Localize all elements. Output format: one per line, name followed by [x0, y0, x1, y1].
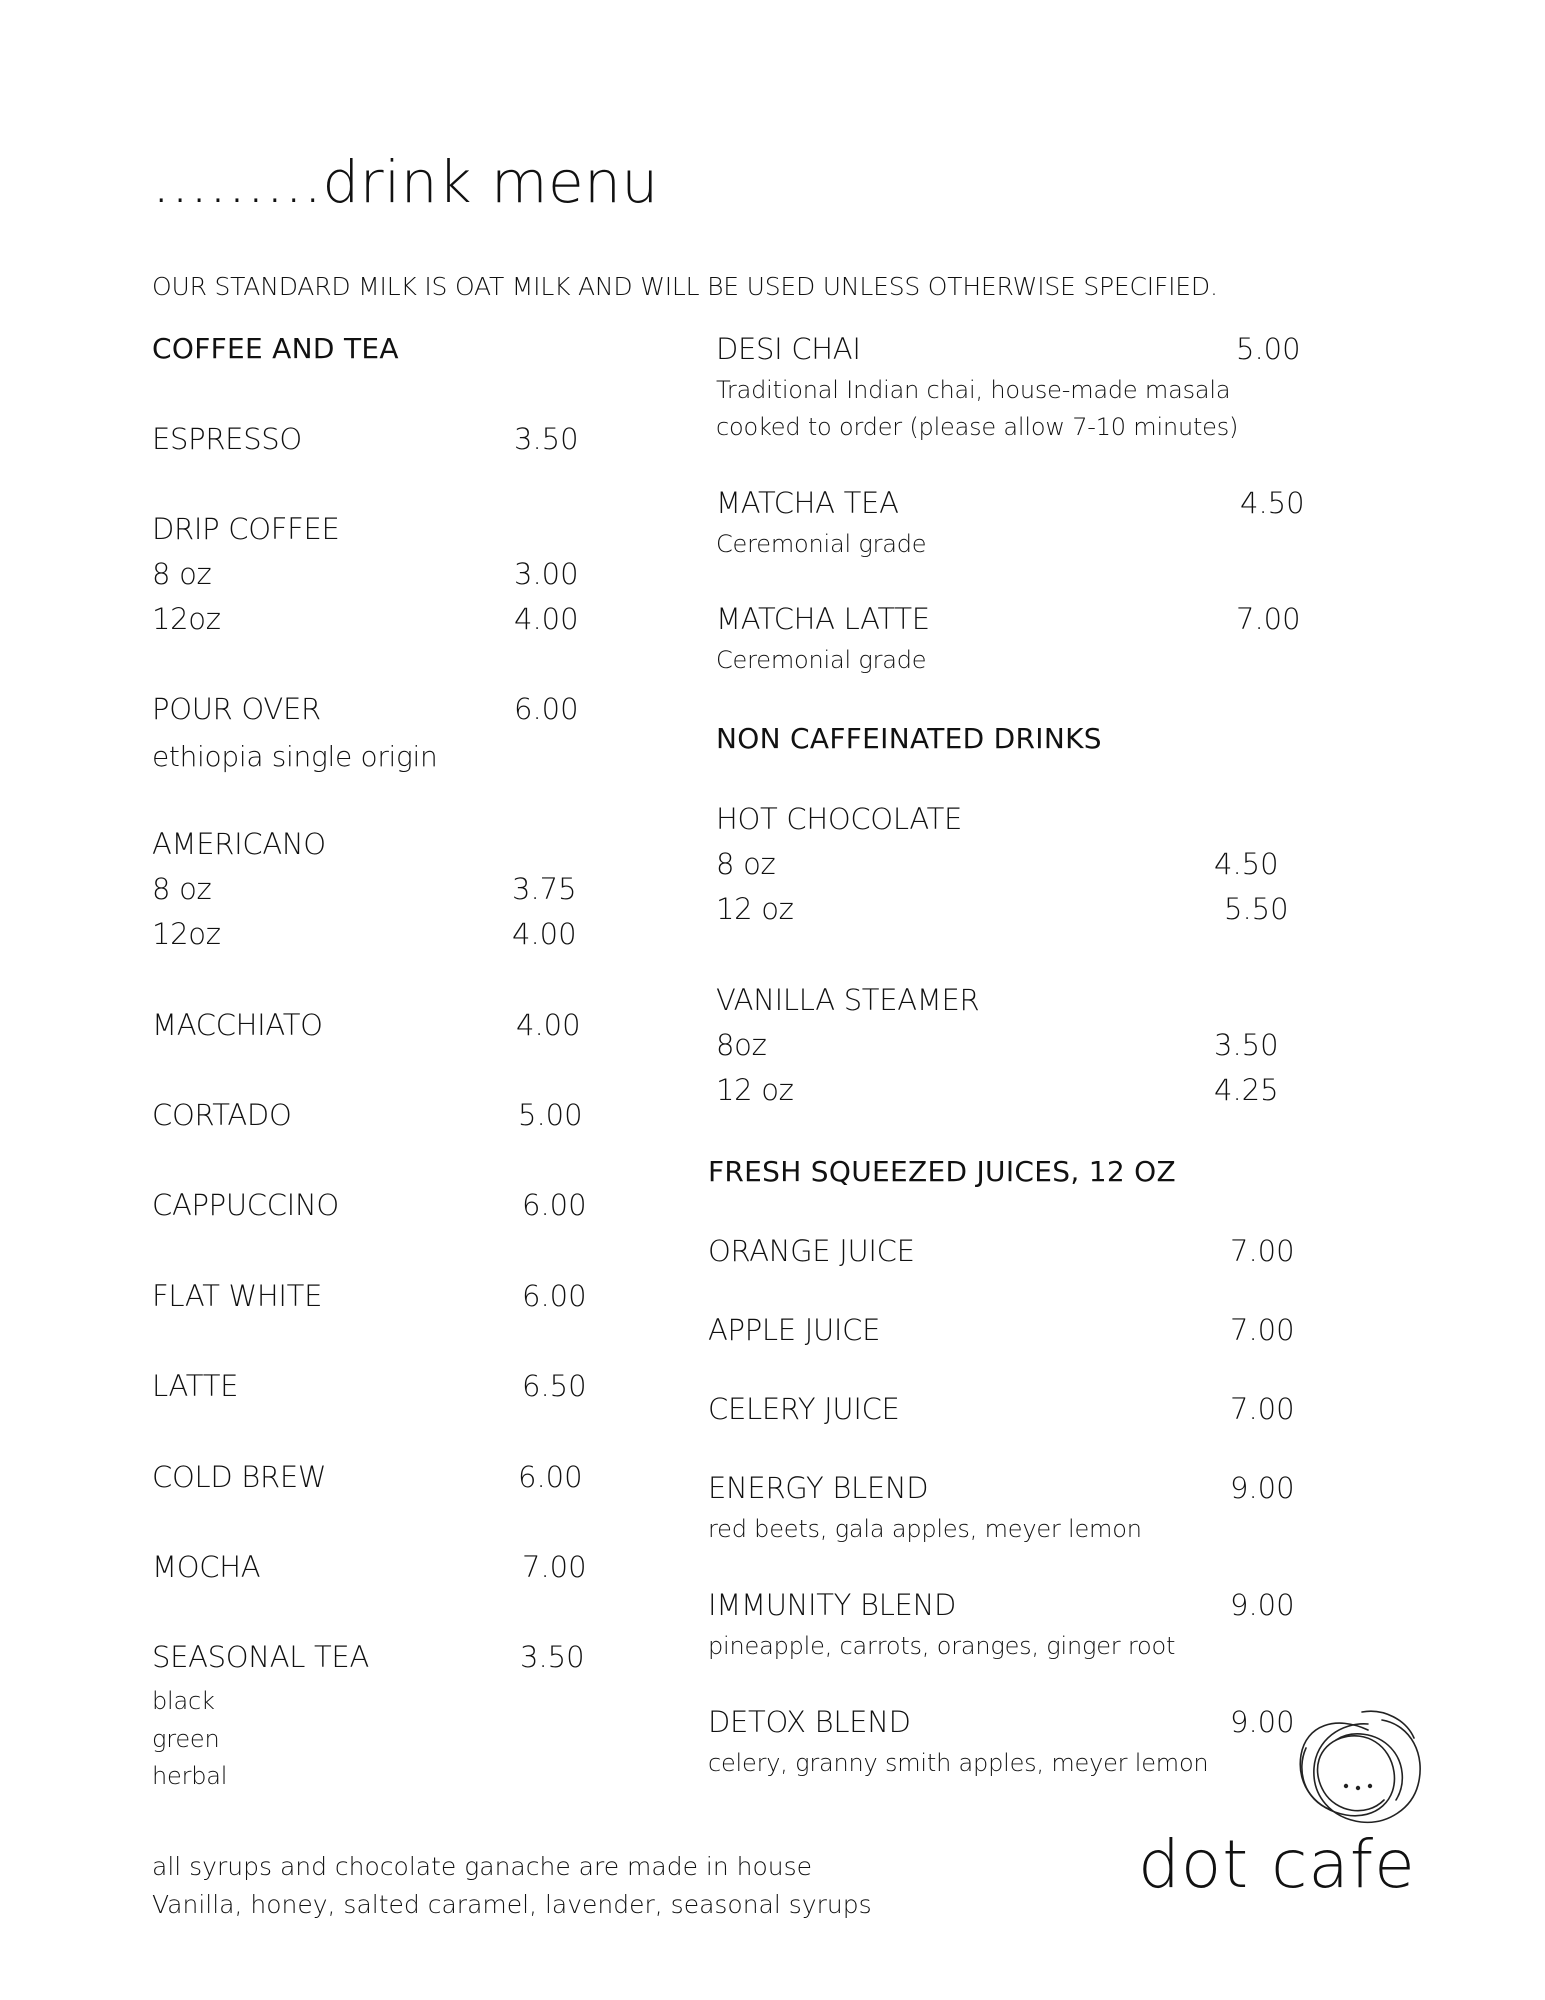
item-name-cold-brew: COLD BREW: [152, 1460, 327, 1494]
oat-milk-notice: OUR STANDARD MILK IS OAT MILK AND WILL BE USED UNLESS OTHERWISE SPECIFIED.: [152, 272, 1218, 301]
item-name-detox-blend: DETOX BLEND: [708, 1705, 911, 1739]
item-name-latte: LATTE: [152, 1369, 239, 1403]
size-label: 8oz: [716, 1028, 767, 1062]
item-price-celery-juice: 7.00: [1230, 1392, 1295, 1426]
item-name-matcha-latte: MATCHA LATTE: [716, 602, 930, 636]
item-price-apple-juice: 7.00: [1230, 1313, 1295, 1347]
item-price-mocha: 7.00: [522, 1550, 587, 1584]
item-name-cappuccino: CAPPUCCINO: [152, 1188, 339, 1222]
tea-option: herbal: [152, 1762, 228, 1790]
size-price: 4.00: [512, 917, 577, 951]
item-name-americano: AMERICANO: [152, 827, 326, 861]
item-description-matcha-tea: Ceremonial grade: [716, 530, 927, 558]
item-price-macchiato: 4.00: [516, 1008, 581, 1042]
size-label: 12oz: [152, 602, 221, 636]
item-name-drip-coffee: DRIP COFFEE: [152, 512, 340, 546]
item-description-immunity-blend: pineapple, carrots, oranges, ginger root: [708, 1632, 1176, 1660]
item-price-latte: 6.50: [522, 1369, 587, 1403]
item-price-orange-juice: 7.00: [1230, 1234, 1295, 1268]
size-price: 5.50: [1224, 892, 1289, 926]
item-description-energy-blend: red beets, gala apples, meyer lemon: [708, 1515, 1142, 1543]
section-heading-coffee-and-tea: COFFEE AND TEA: [152, 332, 399, 365]
item-name-vanilla-steamer: VANILLA STEAMER: [716, 983, 980, 1017]
item-name-flat-white: FLAT WHITE: [152, 1279, 323, 1313]
size-label: 8 oz: [152, 557, 212, 591]
item-name-pour-over: POUR OVER: [152, 692, 321, 726]
item-price-flat-white: 6.00: [522, 1279, 587, 1313]
item-description-desi-chai: cooked to order (please allow 7-10 minutes): [716, 413, 1239, 441]
size-label: 12 oz: [716, 892, 794, 926]
item-name-apple-juice: APPLE JUICE: [708, 1313, 881, 1347]
footer-line-syrups-house-made: all syrups and chocolate ganache are made in house: [152, 1852, 813, 1881]
tea-option: black: [152, 1687, 215, 1715]
size-price: 4.00: [514, 602, 579, 636]
item-price-espresso: 3.50: [514, 422, 579, 456]
size-price: 3.50: [1214, 1028, 1279, 1062]
item-description-pour-over: ethiopia single origin: [152, 740, 438, 773]
item-name-celery-juice: CELERY JUICE: [708, 1392, 900, 1426]
size-label: 8 oz: [152, 872, 212, 906]
item-name-mocha: MOCHA: [152, 1550, 261, 1584]
item-price-immunity-blend: 9.00: [1230, 1588, 1295, 1622]
item-name-hot-chocolate: HOT CHOCOLATE: [716, 802, 963, 836]
item-name-energy-blend: ENERGY BLEND: [708, 1471, 929, 1505]
item-price-desi-chai: 5.00: [1236, 332, 1301, 366]
item-price-seasonal-tea: 3.50: [520, 1640, 585, 1674]
item-name-seasonal-tea: SEASONAL TEA: [152, 1640, 369, 1674]
size-price: 3.00: [514, 557, 579, 591]
item-name-cortado: CORTADO: [152, 1098, 292, 1132]
dot-cafe-logo-text: dot cafe: [1138, 1826, 1416, 1903]
section-heading-fresh-juices: FRESH SQUEEZED JUICES, 12 OZ: [708, 1155, 1176, 1188]
footer-notes: [152, 1848, 872, 1924]
section-heading-non-caffeinated: NON CAFFEINATED DRINKS: [716, 722, 1102, 755]
item-name-immunity-blend: IMMUNITY BLEND: [708, 1588, 957, 1622]
item-description-desi-chai: Traditional Indian chai, house-made masala: [716, 376, 1231, 404]
item-description-detox-blend: celery, granny smith apples, meyer lemon: [708, 1749, 1209, 1777]
size-price: 3.75: [512, 872, 577, 906]
size-label: 12 oz: [716, 1073, 794, 1107]
item-description-matcha-latte: Ceremonial grade: [716, 646, 927, 674]
size-price: 4.25: [1214, 1073, 1279, 1107]
item-price-cortado: 5.00: [518, 1098, 583, 1132]
item-price-detox-blend: 9.00: [1230, 1705, 1295, 1739]
tea-option: green: [152, 1725, 220, 1753]
page-title: .........drink menu: [152, 148, 659, 216]
item-name-orange-juice: ORANGE JUICE: [708, 1234, 915, 1268]
footer-line-syrup-flavors: Vanilla, honey, salted caramel, lavender, seasonal syrups: [152, 1890, 872, 1919]
item-name-macchiato: MACCHIATO: [152, 1008, 323, 1042]
item-name-espresso: ESPRESSO: [152, 422, 302, 456]
size-label: 12oz: [152, 917, 221, 951]
size-price: 4.50: [1214, 847, 1279, 881]
item-price-matcha-latte: 7.00: [1236, 602, 1301, 636]
item-price-cold-brew: 6.00: [518, 1460, 583, 1494]
item-name-matcha-tea: MATCHA TEA: [716, 486, 899, 520]
item-price-energy-blend: 9.00: [1230, 1471, 1295, 1505]
item-price-matcha-tea: 4.50: [1240, 486, 1305, 520]
item-price-pour-over: 6.00: [514, 692, 579, 726]
size-label: 8 oz: [716, 847, 776, 881]
item-name-desi-chai: DESI CHAI: [716, 332, 861, 366]
item-price-cappuccino: 6.00: [522, 1188, 587, 1222]
